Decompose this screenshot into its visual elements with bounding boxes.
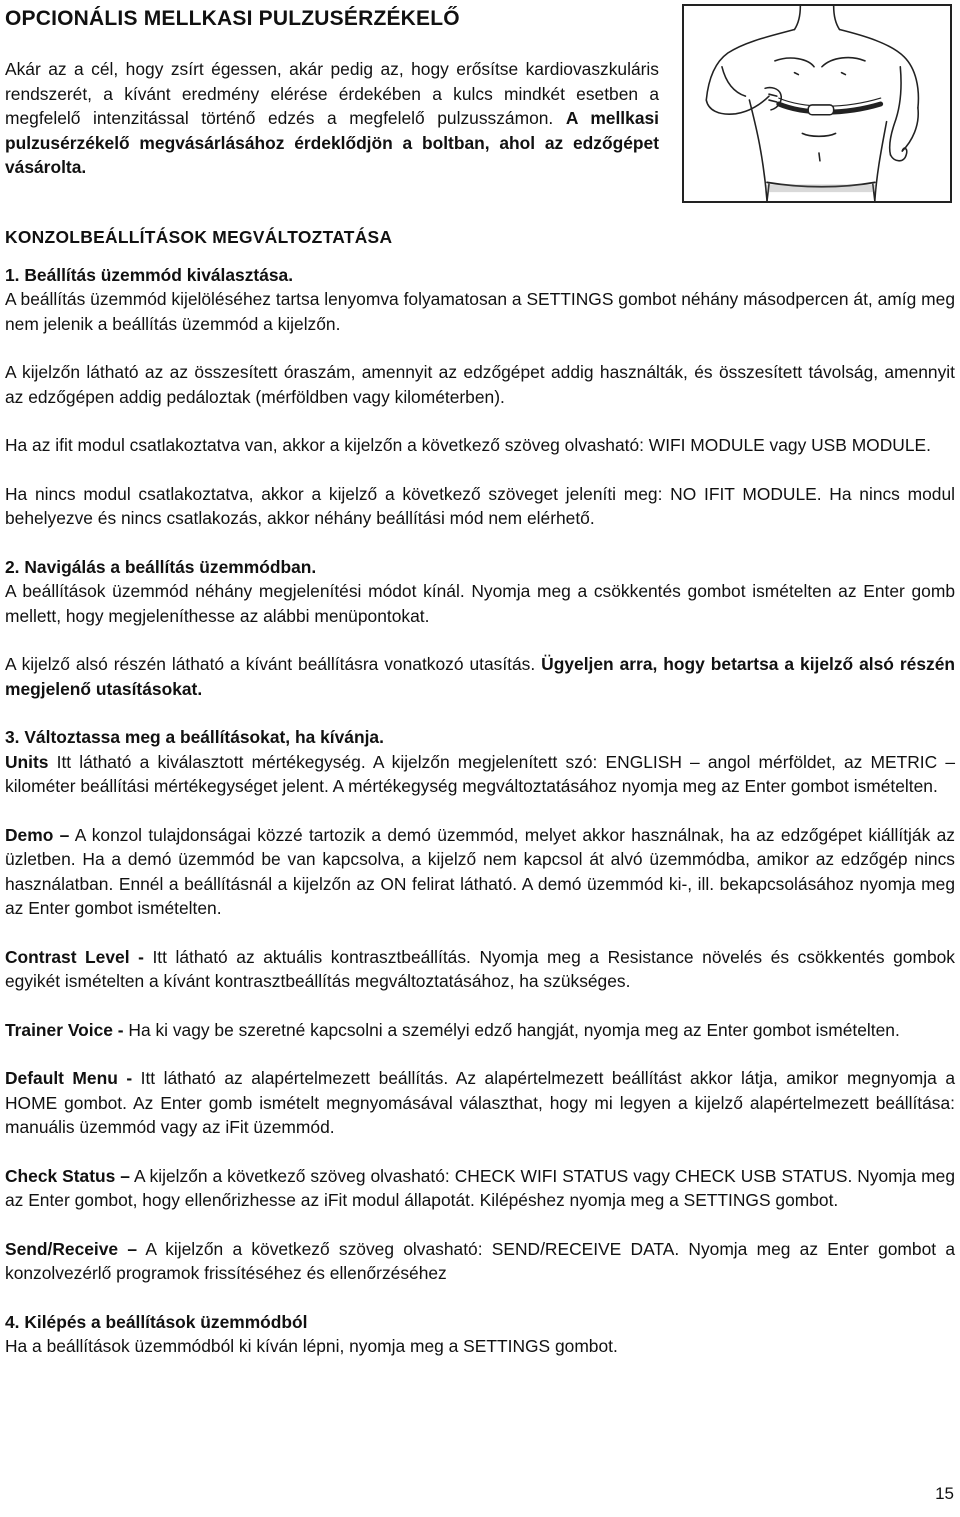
step4-paragraph-1: Ha a beállítások üzemmódból ki kíván lépni, nyomja meg a SETTINGS gombot.: [5, 1336, 618, 1356]
intro-text: Akár az a cél, hogy zsírt égessen, akár pedig az, hogy erősítse kardiovaszkuláris rendszerét, a kívánt eredmény elérése érdekében a kulcs mindkét esetben a megfelelő intenzitással történő edzés a megfelelő pulzusszámon.: [5, 59, 659, 128]
setting-item: [5, 750, 955, 799]
step2-p2-bold: Ügyeljen arra, hogy betartsa a kijelző alsó részén megjelenő utasításokat.: [5, 654, 955, 699]
setting-text: A kijelzőn a következő szöveg olvasható: SEND/RECEIVE DATA. Nyomja meg az Enter gombot a konzolvezérlő programok frissítéséhez és ellenőrzéséhez: [5, 1238, 956, 1283]
setting-item: [5, 1066, 955, 1140]
step3-heading: 3. Változtassa meg a beállításokat, ha kívánja.: [5, 727, 384, 747]
page-number: 15: [935, 1484, 954, 1503]
setting-text: Itt látható az aktuális kontrasztbeállítás. Nyomja meg a Resistance növelés és csökkentés gombok egyikét ismételten a kívánt kontrasztbeállítás megváltoztatásához, ha szükséges.: [5, 946, 955, 991]
page-title: OPCIONÁLIS MELLKASI PULZUSÉRZÉKELŐ: [5, 7, 460, 30]
step1-paragraph-4: Ha nincs modul csatlakoztatva, akkor a kijelző a következő szöveget jeleníti meg: NO IFIT MODULE. Ha nincs modul behelyezve és nincs csatlakozás, akkor néhány beállítási mód nem elérhető.: [5, 483, 955, 528]
step2-paragraph-2: [5, 652, 955, 701]
intro-paragraph: [5, 57, 659, 180]
intro-bold: A mellkasi pulzusérzékelő megvásárlásához érdeklődjön a boltban, ahol az edzőgépet vásárolta.: [5, 108, 659, 177]
setting-item: [5, 1237, 955, 1286]
content: [5, 225, 955, 1359]
step1-paragraph-3: Ha az ifit modul csatlakoztatva van, akkor a kijelzőn a következő szöveg olvasható: WIFI MODULE vagy USB MODULE.: [5, 435, 931, 455]
setting-term: Default Menu -: [5, 1068, 133, 1088]
setting-term: Check Status –: [5, 1165, 130, 1186]
setting-term: Trainer Voice -: [5, 1019, 124, 1040]
step2-heading: 2. Navigálás a beállítás üzemmódban.: [5, 556, 317, 577]
setting-text: A kijelzőn a következő szöveg olvasható: CHECK WIFI STATUS vagy CHECK USB STATUS. Nyomja meg az Enter gombot, hogy ellenőrizhesse az iFit modul állapotát. Kilépéshez nyomja meg a SETTINGS gombot.: [5, 1165, 955, 1210]
step1-paragraph-1: A beállítás üzemmód kijelöléséhez tartsa lenyomva folyamatosan a SETTINGS gombot néhány másodpercen át, amíg meg nem jelenik a beállítás üzemmód a kijelzőn.: [5, 289, 955, 334]
chest-strap-illustration-icon: [684, 6, 950, 201]
setting-term: Units: [5, 751, 49, 772]
step1-heading: 1. Beállítás üzemmód kiválasztása.: [5, 264, 294, 285]
setting-term: Contrast Level -: [5, 946, 144, 967]
setting-item: [5, 823, 955, 921]
setting-text: Itt látható az alapértelmezett beállítás. Az alapértelmezett beállítást akkor látja, amikor megnyomja a HOME gombot. Az Enter gomb ismételt megnyomásával választhat, hogy mi legyen a kijelző alapértelmezett beállítása: manuális üzemmód vagy az iFit üzemmód.: [5, 1068, 955, 1137]
setting-term: Send/Receive –: [5, 1238, 138, 1259]
setting-item: [5, 945, 955, 994]
step1-paragraph-2: A kijelzőn látható az az összesített óraszám, amennyit az edzőgépet addig használták, és összesített távolság, amennyit az edzőgépen addig pedáloztak (mérföldben vagy kilométerben).: [5, 362, 955, 407]
step2-paragraph-1: A beállítások üzemmód néhány megjelenítési módot kínál. Nyomja meg a csökkentés gombot ismételten az Enter gomb mellett, hogy megjeleníthesse az alábbi menüpontokat.: [5, 581, 955, 626]
step2-p2-text: A kijelző alsó részén látható a kívánt beállításra vonatkozó utasítás.: [5, 654, 542, 674]
setting-item: [5, 1018, 955, 1043]
setting-text: A konzol tulajdonságai közzé tartozik a demó üzemmód, melyet akkor használnak, ha az edzőgépet kiállítják az üzletben. Ha a demó üzemmód be van kapcsolva, a kijelző nem kapcsol át alvó üzemmódba, amikor az edzőgép nincs használatban. Ennél a beállításnál a kijelzőn az ON felirat látható. A demó üzemmód ki-, ill. bekapcsolásához nyomja meg az Enter gombot ismételten.: [5, 824, 955, 918]
setting-item: [5, 1164, 955, 1213]
section-title: KONZOLBEÁLLÍTÁSOK MEGVÁLTOZTATÁSA: [5, 227, 393, 247]
setting-term: Demo –: [5, 824, 70, 845]
setting-text: Ha ki vagy be szeretné kapcsolni a személyi edző hangját, nyomja meg az Enter gombot ismételten.: [123, 1019, 900, 1040]
setting-text: Itt látható a kiválasztott mértékegység. A kijelzőn megjelenített szó: ENGLISH – angol mérföldet, az METRIC – kilométer beállítási mértékegységet jelent. A mértékegység megváltoztatásához nyomja meg az Enter gombot ismételten.: [5, 751, 955, 796]
step4-heading: 4. Kilépés a beállítások üzemmódból: [5, 1311, 308, 1332]
chest-strap-figure: [682, 4, 952, 203]
